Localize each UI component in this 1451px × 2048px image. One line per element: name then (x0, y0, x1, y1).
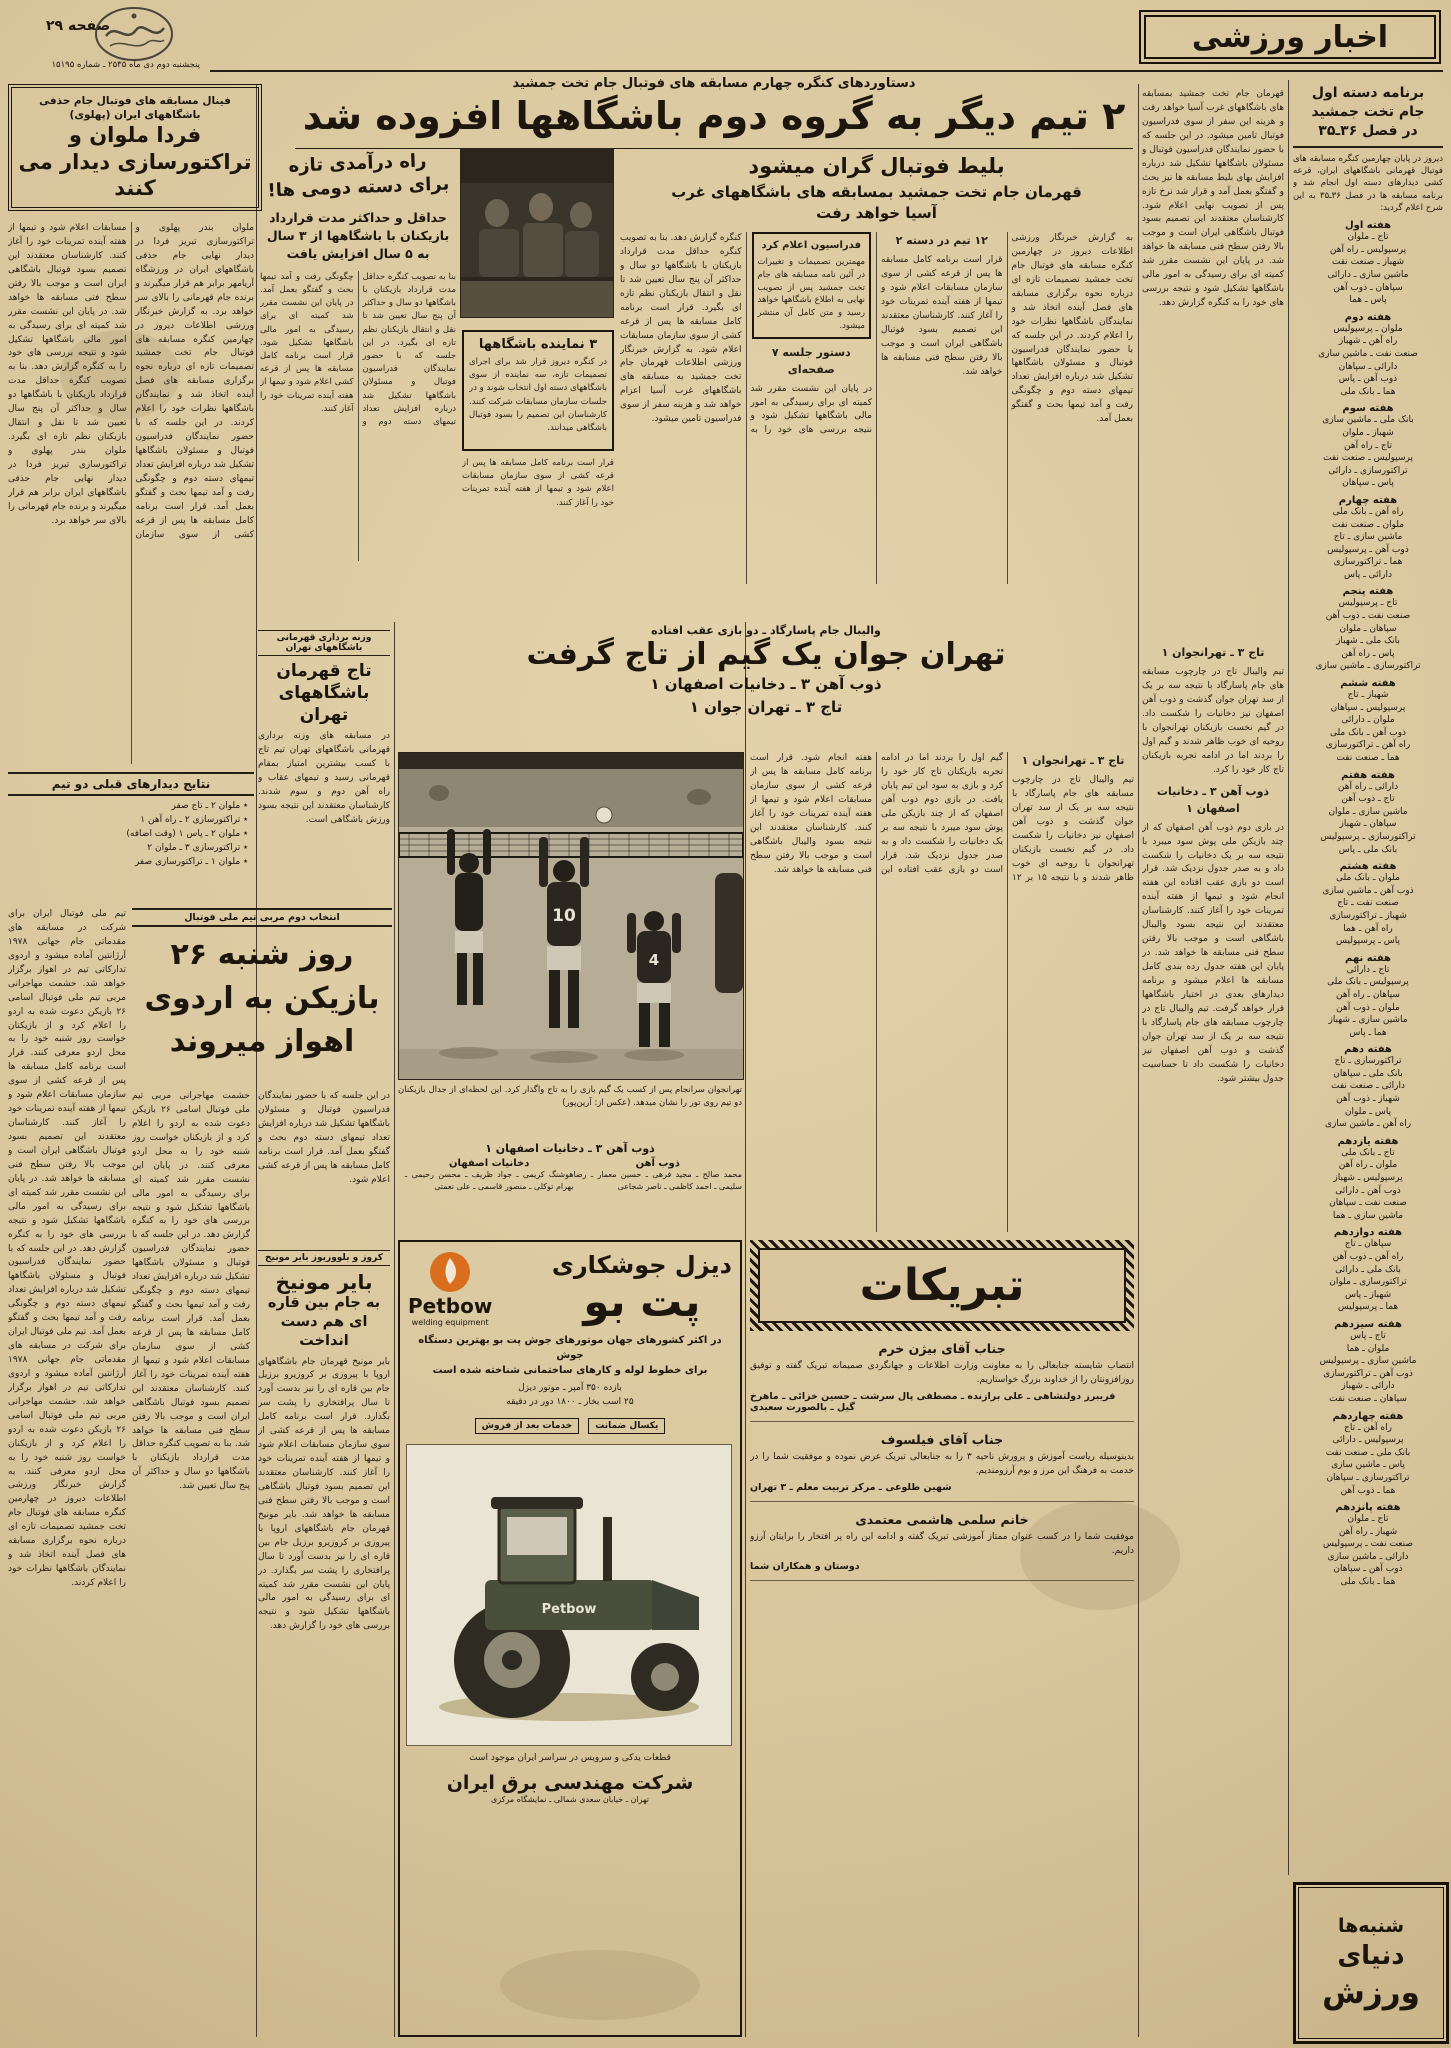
fixture-match: ملوان ـ ذوب آهن (1336, 1002, 1400, 1013)
fixture-week-label: هفته چهاردهم (1332, 1410, 1404, 1422)
fixture-match: صنعت نفت ـ سپاهان (1329, 1198, 1407, 1209)
saturdays-line: ورزش (1322, 1975, 1420, 2011)
fixture-match: ملوان ـ دارائی (1341, 715, 1395, 726)
fixture-match: تراکتورسازی ـ پرسپولیس (1320, 831, 1416, 842)
fixture-match: سپاهان ـ ملوان (1339, 623, 1397, 634)
ad-note: قطعات یدکی و سرویس در سراسر ایران موجود است (469, 1753, 671, 1763)
fixture-match: راه آهن ـ بانک ملی (1332, 506, 1404, 517)
volleyball-caption: تهرانجوان سرانجام پس از کسب یک گیم بازی را به تاج واگذار کرد. این لحظه‌ای از جدال بازیکنان دو تیم روی تور را نشان میدهد. (عکس از: آرین‌پور) (398, 1085, 742, 1108)
fixture-match: ماشین سازی ـ دارائی (1327, 270, 1409, 281)
section-title-box (1139, 10, 1441, 64)
fixture-week-label: هفته پنجم (1342, 586, 1394, 598)
champion-headline: قهرمان جام تخت جمشید بمسابقه های باشگاههای غرب آسیا خواهد رفت (671, 183, 1082, 222)
rosters (398, 1158, 742, 1193)
fixture-week-label: هفته یازدهم (1337, 1135, 1399, 1147)
fixture-match: راه آهن ـ هما (1343, 923, 1393, 934)
volleyball-header (398, 624, 1134, 718)
income-body: بنا به تصویب کنگره حداقل مدت قرارداد بازیکنان با باشگاهها دو سال و حداکثر آن پنج سال تعیین شد تا نقل و انتقال بازیکنان نظم تازه ای بگیرد. در این جلسه که با حضور نمایندگان فدراسیون فوتبال و مسئولان باشگاهها تشکیل شد درباره افزایش تعداد تیمهای دسته دوم و چگونگی رفت و آمد تیمها بحث و گفتگو بعمل آمد. در پایان این نشست مقرر شد کمیته ای برای رسیدگی به امور مالی باشگاهها تشکیل شود. قرار است برنامه کامل مسابقه ها پس از قرعه کشی اعلام شود و تیمها از هفته آینده تمرینات خود را آغاز کنند. (260, 271, 456, 427)
previous-results (8, 772, 254, 902)
fixture-match: بانک ملی ـ صنعت نفت (1325, 1447, 1411, 1458)
fixture-match: تاج ـ پاس (1350, 1330, 1386, 1341)
congress-paragraph: به گزارش خبرنگار ورزشی اطلاعات دیروز در چهارمین کنگره مسابقه های فوتبال جام تخت جمشید تصمیمات تازه ای درباره نحوه برگزاری مسابقه های فصل آینده اتخاذ شد و نمایندگان باشگاهها نظرات خود را اعلام کردند. در این جلسه که با حضور نمایندگان فدراسیون فوتبال و مسئولان باشگاهها تشکیل شد درباره افزایش تعداد تیمهای دسته دوم و چگونگی رفت و آمد تیمها بحث و گفتگو بعمل آمد. (1011, 233, 1133, 425)
fixture-week-label: هفته دوم (1344, 311, 1392, 323)
roster-names: محمد صالح ـ مجید فرهی ـ حسین معمار ـ رضا سلیمی ـ احمد کاظمی ـ ناصر شجاعی (573, 1170, 742, 1191)
fixture-match: پرسپولیس ـ صنعت نفت (1323, 453, 1413, 464)
ad-address: تهران ـ خیابان سعدی شمالی ـ نمایشگاه مرکزی (490, 1794, 650, 1804)
tebrikat-entry-name: جناب آقای بیژن خرم (878, 1341, 1006, 1356)
fixture-match: شهباز ـ راه آهن (1338, 1526, 1398, 1537)
photo-column-body: قرار است برنامه کامل مسابقه ها پس از قرعه کشی از سوی سازمان مسابقات اعلام شود و تیمها از هفته آینده تمرینات خود را آغاز کنند. (462, 458, 614, 508)
fixture-match: تراکتورسازی ـ ماشین سازی (1315, 661, 1421, 672)
fixture-match: ذوب آهن ـ دارائی (1335, 1185, 1401, 1196)
fixture-match: هما ـ صنعت نفت (1336, 753, 1400, 764)
roster (405, 1158, 574, 1193)
mid-column-body: در این جلسه که با حضور نمایندگان فدراسیون فوتبال و مسئولان باشگاهها تشکیل شد درباره افزایش تعداد تیمهای دسته دوم بحث و گفتگو بعمل آمد. قرار است برنامه کامل مسابقه ها پس از قرعه کشی اعلام شود. (258, 1091, 390, 1185)
fixture-match: پاس ـ ماشین سازی (1331, 1460, 1405, 1471)
fixture-match: هما ـ ذوب آهن (1340, 1485, 1396, 1496)
result-item: ٭ تراکتورسازی ۳ ـ ملوان ۲ (147, 842, 248, 853)
volleyball-subhead: تاج ۳ ـ تهرانجوان ۱ (1021, 754, 1125, 767)
fixture-match: ذوب آهن ـ ماشین سازی (1322, 885, 1414, 896)
fixture-week-label: هفته نهم (1345, 952, 1391, 964)
tebrikat-entry (750, 1512, 1134, 1582)
fixture-match: ذوب آهن ـ سپاهان (1333, 1564, 1403, 1575)
fixture-match: پرسپولیس ـ بانک ملی (1327, 977, 1409, 988)
rosters-title: ذوب آهن ۳ ـ دخانیات اصفهان ۱ (485, 1142, 655, 1155)
congress-subhead: ۱۲ تیم در دسته ۲ (895, 234, 988, 247)
volleyball-paragraph: تیم والیبال تاج در چارچوب مسابقه های جام پاسارگاد با نتیجه سه بر یک از سد تهران جوان گذشت و ذوب آهن اصفهان نیز دخانیات را شکست داد. در گیم نخست بازیکنان تهرانجوان با روحیه ای خوب ظاهر شدند و با نتیجه ۱۵ بر ۱۲ گیم اول را بردند اما در ادامه تجربه بازیکنان تاج کار خود را کرد و بازی به سود این تیم پایان یافت. (881, 753, 1134, 883)
tebrikat-entry-text: بدینوسیله ریاست آموزش و پرورش ناحیه ۳ را به جنابعالی تبریک عرض نموده و موفقیت شما را در خدمت به فرهنگ این مرز و بوم آرزومندیم. (750, 1451, 1134, 1477)
fixture-match: هما ـ بانک ملی (1340, 1577, 1396, 1588)
header-rule (210, 70, 1443, 72)
cup-final-headline: فردا ملوان و تراکتورسازی دیدار می کنند (18, 123, 252, 200)
fixture-match: بانک ملی ـ سپاهان (1333, 1068, 1403, 1079)
reps-box (462, 330, 614, 451)
result-item: ٭ ملوان ۲ ـ تاج صفر (171, 801, 248, 811)
camp-kicker: انتخاب دوم مربی تیم ملی فوتبال (132, 908, 392, 927)
petbow-ad (398, 1240, 742, 2037)
column-rule (1288, 80, 1289, 1875)
previous-results-list (8, 800, 254, 870)
bayern-headline-2: به جام بین قاره ای هم دست انداخت (267, 1295, 381, 1349)
fixture-match: ماشین سازی ـ پرسپولیس (1319, 1356, 1417, 1367)
fixture-match: هما ـ پاس (1349, 1027, 1387, 1038)
tebrikat-entry-name: خانم سلمی هاشمی معتمدی (855, 1511, 1029, 1527)
fixture-match: دارائی ـ شهباز (1341, 1381, 1395, 1392)
saturdays-line: شنبه‌ها (1337, 1915, 1405, 1937)
fixture-match: صنعت نفت ـ ذوب آهن (1325, 611, 1411, 622)
fixtures-title-line: جام تخت جمشید (1311, 103, 1425, 120)
ad-line-1: در اکثر کشورهای جهان موتورهای جوش پت بو بهترین دستگاه جوش (418, 1335, 722, 1361)
tractor-photo (406, 1444, 732, 1746)
fixture-match: سپاهان ـ راه آهن (1336, 989, 1400, 1000)
fixture-match: ذوب آهن ـ بانک ملی (1329, 727, 1407, 738)
fixture-match: ملوان ـ بانک ملی (1336, 873, 1400, 884)
weightlifting-kicker: وزنه برداری قهرمانی باشگاههای تهران (258, 630, 390, 656)
fixture-match: صنعت نفت ـ ماشین سازی (1318, 348, 1418, 359)
fixture-match: پاس ـ هما (1349, 295, 1387, 306)
federation-box-lead: فدراسیون اعلام کرد (761, 240, 862, 251)
fixture-match: دارائی ـ سپاهان (1338, 361, 1398, 372)
reps-box-body: در کنگره دیروز قرار شد برای اجرای تصمیمات تازه، سه نماینده از سوی باشگاههای دسته اول انتخاب شوند و در جلسات سازمان مسابقات شرکت کنند. کارشناسان این تصمیم را بسود فوتبال باشگاهی میدانند. (469, 357, 607, 433)
volleyball-kicker: والیبال جام پاسارگاد ـ دو بازی عقب افتاده (651, 624, 881, 637)
fixture-match: سپاهان ـ شهباز (1339, 819, 1397, 830)
fixture-match: دارائی ـ پاس (1344, 569, 1392, 580)
tebrikat-entry-signature: فریبرز دولتشاهی ـ علی برازنده ـ مصطفی پال سرشت ـ حسین خزائی ـ ماهرخ گیل ـ بالصورت سعیدی (750, 1390, 1116, 1413)
fixture-match: ملوان ـ صنعت نفت (1331, 519, 1405, 530)
income-headline (259, 148, 457, 204)
tebrikat-entries (750, 1341, 1134, 1581)
ad-spec-2: ۲۵ اسب بخار ـ ۱۸۰۰ دور در دقیقه (506, 1396, 634, 1407)
congress-paragraph: قرار است برنامه کامل مسابقه ها پس از قرعه کشی از سوی سازمان مسابقات اعلام شود و تیمها از هفته آینده تمرینات خود را آغاز کنند. کارشناسان معتقدند این تصمیم بسود فوتبال باشگاهی ایران است و موجب بالا رفتن سطح فنی مسابقه ها خواهد شد. (881, 255, 1003, 377)
fixture-match: پاس ـ پرسپولیس (1336, 936, 1400, 947)
congress-article (620, 154, 1133, 636)
fixture-match: شهباز ـ تراکتورسازی (1329, 910, 1407, 921)
date-line: پنجشنبه دوم دی ماه ۲۵۳۵ ـ شماره ۱۵۱۹۵ (51, 60, 200, 70)
income-headline-line: راه درآمدی تازه (288, 150, 427, 177)
volleyball-paragraph: قرار است برنامه کامل مسابقه ها پس از قرعه کشی از سوی سازمان مسابقات اعلام شود و تیمها از هفته آینده تمرینات خود را آغاز کنند. کارشناسان معتقدند این نتیجه بسود والیبال باشگاهی است و موجب بالا رفتن سطح فنی مسابقه ها خواهد شد. (750, 753, 872, 875)
volleyball-headline: تهران جوان یک گیم از تاج گرفت (526, 637, 1006, 672)
fixture-match: پرسپولیس ـ شهباز (1333, 1173, 1403, 1184)
fixture-match: شهباز ـ صنعت نفت (1331, 257, 1405, 268)
ad-title-2: پت بو (583, 1277, 701, 1327)
rosters-block (398, 1142, 742, 1234)
cup-final-kicker: فینال مسابقه های فوتبال جام حذفی باشگاههای ایران (پهلوی) (39, 95, 231, 122)
volleyball-body (750, 752, 1134, 1232)
fixture-match: راه آهن ـ شهباز (1338, 336, 1398, 347)
fixture-match: تراکتورسازی ـ دارائی (1328, 465, 1408, 476)
camp-headline-line: بازیکن به اردوی (144, 980, 380, 1016)
fixture-match: بانک ملی ـ دارائی (1335, 1264, 1401, 1275)
fixture-match: ماشین سازی ـ تاج (1333, 532, 1403, 543)
brand-subtitle: welding equipment (411, 1318, 489, 1327)
fixture-match: ذوب آهن ـ تراکتورسازی (1323, 1368, 1413, 1379)
reps-box-title: ۳ نماینده باشگاهها (478, 337, 598, 352)
tebrikat-entry (750, 1432, 1134, 1502)
fixture-match: شهباز ـ تاج (1347, 690, 1389, 701)
lead-headline: ۲ تیم دیگر به گروه دوم باشگاهها افزوده شد (302, 94, 1126, 138)
r2-paragraph: تیم والیبال تاج در چارچوب مسابقه های جام پاسارگاد با نتیجه سه بر یک از سد تهران جوان گذشت و ذوب آهن اصفهان نیز دخانیات را شکست داد. در گیم نخست بازیکنان تهرانجوان با روحیه ای خوب ظاهر شدند و گیم اول را بردند اما در ادامه تجربه بازیکنان تاج کار خود را کرد. (1142, 667, 1284, 775)
fixture-match: بانک ملی ـ ماشین سازی (1322, 415, 1414, 426)
fixture-match: راه آهن ـ ذوب آهن (1332, 1252, 1404, 1263)
cup-final-body: ملوان بندر پهلوی و تراکتورسازی تبریز فردا در دیدار نهایی جام حذفی باشگاههای ایران در ورزشگاه آریامهر برابر هم قرار میگیرند و برنده جام قهرمانی را بالای سر خواهد برد. به گزارش خبرنگار ورزشی اطلاعات دیروز در چهارمین کنگره مسابقه های فوتبال جام تخت جمشید تصمیمات تازه ای درباره نحوه برگزاری مسابقه های فصل آینده اتخاذ شد و نمایندگان باشگاهها نظرات خود را اعلام کردند. در این جلسه که با حضور نمایندگان فدراسیون فوتبال و مسئولان باشگاهها تشکیل شد درباره افزایش تعداد تیمهای دسته دوم و چگونگی رفت و آمد تیمها بحث و گفتگو بعمل آمد. قرار است برنامه کامل مسابقه ها پس از قرعه کشی از سوی سازمان مسابقات اعلام شود و تیمها از هفته آینده تمرینات خود را آغاز کنند. کارشناسان معتقدند این تصمیم بسود فوتبال باشگاهی ایران است و موجب بالا رفتن سطح فنی مسابقه ها خواهد شد. در پایان این نشست مقرر شد کمیته ای برای رسیدگی به امور مالی باشگاهها تشکیل شود و نتیجه بررسی های خود را به کنگره گزارش دهد. بنا به تصویب کنگره حداقل مدت قرارداد بازیکنان با باشگاهها دو سال و حداکثر آن پنج سال تعیین شد تا نقل و انتقال بازیکنان نظم تازه ای بگیرد. ملوان بندر پهلوی و تراکتورسازی تبریز فردا در دیدار نهایی جام حذفی باشگاههای ایران برابر هم قرار میگیرند و برنده جام قهرمانی را بالای سر خواهد برد. (8, 223, 254, 540)
fixture-match: ماشین سازی ـ هما (1332, 1210, 1404, 1221)
fixture-match: هما ـ بانک ملی (1340, 386, 1396, 397)
left-column-body: تیم ملی فوتبال ایران برای شرکت در مسابقه های مقدماتی جام جهانی ۱۹۷۸ آرژانتین آماده میشود و اردوی تدارکاتی تیم در اهواز برگزار خواهد شد. حشمت مهاجرانی مربی تیم ملی فوتبال اسامی ۲۶ بازیکن دعوت شده به اردو را اعلام کرد و از بازیکنان خواست روز شنبه خود را به محل اردو معرفی کنند. قرار است برنامه کامل مسابقه ها پس از قرعه کشی از سوی سازمان مسابقات اعلام شود و تیمها از هفته آینده تمرینات خود را آغاز کنند. کارشناسان معتقدند این تصمیم بسود فوتبال باشگاهی ایران است و موجب بالا رفتن سطح فنی مسابقه ها خواهد شد. در پایان این نشست مقرر شد کمیته ای برای رسیدگی به امور مالی باشگاهها تشکیل شود و نتیجه بررسی های خود را به کنگره گزارش دهد. در این جلسه که با حضور نمایندگان فدراسیون فوتبال و مسئولان باشگاهها تشکیل شد درباره افزایش تعداد تیمهای دسته دوم و چگونگی رفت و آمد تیمها بحث و گفتگو بعمل آمد. تیم ملی فوتبال ایران برای شرکت در مسابقه های مقدماتی جام جهانی ۱۹۷۸ آرژانتین آماده میشود و اردوی تدارکاتی تیم در اهواز برگزار خواهد شد. حشمت مهاجرانی مربی تیم ملی فوتبال اسامی ۲۶ بازیکن دعوت شده به اردو را اعلام کرد و از بازیکنان خواست روز شنبه خود را به محل اردو معرفی کنند. به گزارش خبرنگار ورزشی اطلاعات دیروز در چهارمین کنگره مسابقه های فوتبال جام تخت جمشید تصمیمات تازه ای درباره نحوه برگزاری مسابقه های فصل آینده اتخاذ شد و نمایندگان باشگاهها نظرات خود را اعلام کردند. (8, 909, 126, 1588)
camp-headline-box (132, 908, 392, 1080)
fixture-week-label: هفته سوم (1342, 403, 1394, 415)
r2-subhead: تاج ۳ ـ تهرانجوان ۱ (1161, 646, 1265, 659)
fixture-match: راه آهن ـ تراکتورسازی (1325, 740, 1411, 751)
federation-box-body: مهمترین تصمیمات و تغییرات در آئین نامه مسابقه های جام تخت جمشید پس از تصویب نهایی به اطلاع باشگاهها خواهد رسید و متن کامل آن منتشر میشود. (757, 257, 865, 331)
fixtures-title-line: برنامه دسته اول (1311, 85, 1425, 101)
fixture-week-label: هفته پانزدهم (1335, 1502, 1401, 1514)
tickets-headline: بلیط فوتبال گران میشود (748, 154, 1005, 178)
tebrikat-entry-signature: شهین طلوعی ـ مرکز تربیت معلم ـ ۳ تهران (750, 1481, 952, 1493)
lead-kicker: دستاوردهای کنگره چهارم مسابقه های فوتبال جام تخت جمشید (512, 76, 916, 91)
result-item: ٭ ملوان ۱ ـ تراکتورسازی صفر (134, 856, 248, 867)
fixture-week-label: هفته هشتم (1339, 861, 1397, 873)
fixture-match: سپاهان ـ صنعت نفت (1329, 1393, 1407, 1404)
weightlifting-headline: تاج قهرمان باشگاههای تهران (276, 661, 372, 726)
ad-header (408, 1250, 732, 1327)
fixture-match: راه آهن ـ تاج (1344, 1422, 1392, 1433)
result-item: ٭ تراکتورسازی ۲ ـ راه آهن ۱ (140, 814, 248, 825)
ad-badge-warranty: یکسال ضمانت (588, 1418, 665, 1434)
camp-headline-line: روز شنبه ۲۶ (170, 937, 354, 972)
r2-paragraph: در بازی دوم ذوب آهن اصفهان که از چند بازیکن ملی پوش سود میبرد با نتیجه سه بر یک دخانیات را شکست داد و به صدر جدول نزدیک شد. قرار است دو بازی عقب افتاده این هفته انجام شود و تیمها از هفته آینده تمرینات خود را آغاز کنند. کارشناسان معتقدند این نتیجه بسود والیبال باشگاهی است و موجب بالا رفتن سطح فنی مسابقه ها خواهد شد. در پایان این هفته جدول رده بندی کامل مسابقه ها اعلام میشود و برنامه دیدارهای بعدی در اختیار باشگاهها قرار خواهد گرفت. تیم والیبال تاج در چارچوب مسابقه های جام پاسارگاد با نتیجه سه بر یک از سد تهران جوان گذشت و ذوب آهن اصفهان نیز دخانیات را شکست داد تا حساسیت جدول بیشتر شود. (1142, 822, 1284, 1084)
congress-paragraph: در پایان این نشست مقرر شد کمیته ای برای رسیدگی به امور مالی باشگاهها تشکیل شود و نتیجه بررسی های خود را به کنگره گزارش دهد. بنا به تصویب کنگره حداقل مدت قرارداد بازیکنان با باشگاهها دو سال و حداکثر آن پنج سال تعیین شد تا نقل و انتقال بازیکنان نظم تازه ای بگیرد. (620, 233, 872, 436)
fixture-match: صنعت نفت ـ پرسپولیس (1323, 1539, 1413, 1550)
fixture-week-label: هفته ششم (1340, 678, 1396, 690)
volleyball-result: تاج ۳ ـ تهران جوان ۱ (689, 697, 843, 716)
fixture-match: صنعت نفت ـ تاج (1337, 898, 1399, 909)
volleyball-photo (398, 752, 744, 1080)
fixture-match: پاس ـ راه آهن (1341, 648, 1395, 659)
tebrikat-entry-name: جناب آقای فیلسوف (880, 1431, 1004, 1447)
bayern-headline-1: بایر مونیخ (275, 1270, 373, 1294)
congress-paragraph: قرار است برنامه کامل مسابقه ها پس از قرعه کشی از سوی سازمان مسابقات اعلام شود. به گزارش خبرنگار ورزشی اطلاعات قهرمان جام تخت جمشید به مسابقه های باشگاههای غرب آسیا اعزام خواهد شد و هزینه سفر از سوی فدراسیون تامین میشود. (620, 302, 742, 425)
right-narrow-column-bottom (1142, 644, 1284, 2037)
bayern-kicker: کروز و بلووریوز بایر مونیخ (258, 1250, 390, 1266)
bayern-body: بایر مونیخ قهرمان جام باشگاههای اروپا با پیروزی بر کروزیرو برزیل جام بین قاره ای را نیز بدست آورد تا سال پرافتخاری را پشت سر بگذارد. قرار است برنامه کامل مسابقه ها پس از قرعه کشی از سوی سازمان مسابقات اعلام شود و تیمها از هفته آینده تمرینات خود را آغاز کنند. کارشناسان معتقدند این تصمیم بسود فوتبال باشگاهی است و موجب بالا رفتن سطح فنی مسابقه ها خواهد شد. بایر مونیخ قهرمان جام باشگاههای اروپا با پیروزی بر کروزیرو برزیل جام بین قاره ای را نیز بدست آورد تا سال پرافتخاری را پشت سر بگذارد. در پایان این نشست مقرر شد کمیته ای برای رسیدگی به امور مالی باشگاهها تشکیل شود و نتیجه بررسی های خود را گزارش دهد. (258, 1356, 390, 1632)
fixture-match: ماشین سازی ـ شهباز (1328, 1015, 1408, 1026)
column-rule (394, 622, 395, 2037)
fixture-match: تراکتورسازی ـ تاج (1334, 1056, 1402, 1067)
tebrikat-entry (750, 1341, 1134, 1422)
ad-badges (408, 1413, 732, 1436)
column-rule (1138, 84, 1139, 2037)
page-number-label: صفحه ۲۹ (46, 18, 111, 34)
fixture-match: تاج ـ راه آهن (1344, 440, 1392, 451)
roster (573, 1158, 742, 1193)
roster-names: هوشنگ کریمی ـ جواد ظریف ـ محسن رحیمی ـ بهرام توکلی ـ منصور قاسمی ـ علی نعمتی (404, 1170, 574, 1191)
left-column-body: حشمت مهاجرانی مربی تیم ملی فوتبال اسامی ۲۶ بازیکن دعوت شده به اردو را اعلام کرد و از بازیکنان خواست روز شنبه خود را به محل اردو معرفی کنند. در پایان این نشست مقرر شد کمیته ای برای رسیدگی به امور مالی باشگاهها تشکیل شود و نتیجه بررسی های خود را به کنگره گزارش دهد. در این جلسه که با حضور نمایندگان فدراسیون فوتبال و مسئولان باشگاهها تشکیل شد درباره افزایش تعداد تیمهای دسته دوم و چگونگی رفت و آمد تیمها بحث و گفتگو بعمل آمد. قرار است برنامه کامل مسابقه ها پس از قرعه کشی از سوی سازمان مسابقات اعلام شود و تیمها از هفته آینده تمرینات خود را آغاز کنند. کارشناسان معتقدند این تصمیم بسود فوتبال باشگاهی ایران است و موجب بالا رفتن سطح فنی مسابقه ها خواهد شد. بنا به تصویب کنگره حداقل مدت قرارداد بازیکنان با باشگاهها دو سال و حداکثر آن پنج سال تعیین شد. (132, 1091, 250, 1492)
saturdays-line: دنیای (1337, 1941, 1405, 1971)
fixtures-title-line: در فصل ۳۶ـ۳۵ (1318, 122, 1418, 139)
fixture-match: شهباز ـ ذوب آهن (1336, 1094, 1400, 1105)
section-title: اخبار ورزشی (1191, 19, 1389, 55)
fixture-match: پاس ـ ملوان (1344, 1106, 1392, 1117)
fixture-match: تاج ـ بانک ملی (1341, 1147, 1395, 1158)
tebrikat-title: تبریکات (859, 1260, 1025, 1311)
fixture-match: دارائی ـ راه آهن (1337, 781, 1399, 792)
congress-subhead: دستور جلسه ۷ صفحه‌ای (771, 345, 851, 376)
fixture-week-label: هفته سیزدهم (1334, 1318, 1402, 1330)
fixtures-title (1293, 84, 1443, 148)
fixture-match: ذوب آهن ـ پاس (1338, 374, 1398, 385)
camp-headline-line: اهواز میروند (169, 1024, 355, 1059)
brand-name: Petbow (408, 1294, 493, 1318)
tebrikat-entry-signature: دوستان و همکاران شما (750, 1561, 860, 1573)
roster-title: دخانیات اصفهان (448, 1158, 530, 1169)
tebrikat-entry-text: موفقیت شما را در کسب عنوان ممتاز آموزشی تبریک گفته و ادامه این راه پر افتخار را برایتان آرزو داریم. (750, 1531, 1134, 1556)
right-narrow-column-top: قهرمان جام تخت جمشید بمسابقه های باشگاههای غرب آسیا خواهد رفت و هزینه این سفر از سوی فدراسیون فوتبال تامین میشود. در این جلسه که با حضور نمایندگان فدراسیون فوتبال و مسئولان باشگاهها تشکیل شد درباره افزایش بهای بلیط مسابقه ها نیز بحث و گفتگو بعمل آمد و قرار شد نرخ تازه پس از تصویب نهایی اعلام شود. کارشناسان معتقدند این تصمیم بسود فوتبال باشگاهی ایران است و موجب بالا رفتن سطح فنی مسابقه ها خواهد شد. در پایان این نشست مقرر شد کمیته ای برای رسیدگی به امور مالی باشگاهها تشکیل شود و نتیجه بررسی های خود را به کنگره گزارش دهد. (1142, 89, 1284, 309)
fixture-week-label: هفته هفتم (1341, 769, 1395, 781)
fixture-match: راه آهن ـ ماشین سازی (1324, 1119, 1412, 1130)
tebrikat-section (750, 1240, 1134, 2037)
fixture-match: شهباز ـ ملوان (1342, 427, 1394, 438)
ad-line-2: برای خطوط لوله و کارهای ساختمانی شناخته شده است (432, 1365, 708, 1376)
ad-badge-service: خدمات بعد از فروش (475, 1418, 580, 1434)
contract-subhead: حداقل و حداکثر مدت قرارداد بازیکنان با باشگاهها از ۳ سال به ۵ سال افزایش یافت (266, 209, 450, 261)
fixture-match: تراکتورسازی ـ سپاهان (1326, 1472, 1410, 1483)
income-headline-line: برای دسته دومی ها! (267, 173, 450, 202)
volleyball-result: ذوب آهن ۳ ـ دخانیات اصفهان ۱ (650, 675, 882, 693)
fixture-week-label: هفته دهم (1344, 1044, 1392, 1056)
fixture-match: تاج ـ ملوان (1347, 1514, 1389, 1525)
svg-text:4: 4 (648, 951, 660, 969)
cup-final-headline-box (8, 84, 262, 211)
congress-photo-column (462, 148, 614, 620)
fixture-match: تاج ـ ذوب آهن (1341, 794, 1395, 805)
svg-text:Petbow: Petbow (541, 1602, 597, 1617)
fixture-match: دارائی ـ ماشین سازی (1327, 1551, 1409, 1562)
fixture-match: تاج ـ دارائی (1346, 964, 1390, 975)
federation-box (752, 232, 872, 339)
tebrikat-ornate-frame (750, 1240, 1134, 1331)
fixtures-weeks (1293, 220, 1443, 1588)
volleyball-paragraph: در بازی دوم ذوب آهن اصفهان که از چند بازیکن ملی پوش سود میبرد با نتیجه سه بر یک دخانیات را شکست داد و به صدر جدول نزدیک شد. قرار است دو بازی عقب افتاده این هفته انجام شود. (800, 753, 1003, 875)
fixture-match: سپاهان ـ ذوب آهن (1333, 282, 1403, 293)
fixtures-rail (1293, 84, 1443, 1875)
fixture-match: بانک ملی ـ پاس (1338, 844, 1398, 855)
fixture-week-label: هفته اول (1344, 220, 1392, 232)
newspaper-emblem-icon (92, 4, 176, 66)
fixture-match: بانک ملی ـ شهباز (1336, 636, 1400, 647)
saturdays-box (1293, 1882, 1449, 2044)
fixture-week-label: هفته چهارم (1338, 494, 1398, 506)
tebrikat-title-box (758, 1248, 1126, 1323)
income-article (260, 152, 456, 620)
fixture-match: هما ـ پرسپولیس (1337, 1302, 1399, 1313)
bayern-article (258, 1250, 390, 2037)
fixture-match: ملوان ـ پرسپولیس (1333, 323, 1403, 334)
roster-title: ذوب آهن (635, 1158, 680, 1169)
ad-spec-1: بازده ۳۵۰ آمپر ـ موتور دیزل (518, 1383, 622, 1393)
fixture-week-label: هفته دوازدهم (1333, 1227, 1403, 1239)
fixture-match: پاس ـ سپاهان (1342, 478, 1394, 489)
weightlifting-body: در مسابقه های وزنه برداری قهرمانی باشگاههای تهران تیم تاج با کسب بیشترین امتیاز بمقام قهرمانی رسید و تیمهای عقاب و راه آهن دوم و سوم شدند. کارشناسان معتقدند این نتیجه بسود ورزش باشگاهی است. (258, 731, 390, 825)
fixture-match: تاج ـ ملوان (1347, 232, 1389, 243)
fixture-match: ملوان ـ راه آهن (1338, 1160, 1398, 1171)
fixture-match: سپاهان ـ تاج (1344, 1239, 1392, 1250)
fixture-match: پرسپولیس ـ دارائی (1332, 1435, 1404, 1446)
column-rule (745, 622, 746, 2037)
ad-title-1: دیزل جوشکاری (551, 1251, 732, 1280)
fixtures-intro: دیروز در پایان چهارمین کنگره مسابقه های فوتبال قهرمانی باشگاههای ایران، قرعه کشی دیدارهای دسته اول انجام شد و برنامه مسابقه ها در فصل ۳۶ـ۳۵ به این شرح اعلام گردید: (1293, 153, 1443, 213)
fixture-match: پرسپولیس ـ سپاهان (1330, 702, 1406, 713)
congress-photo (460, 148, 614, 318)
fixture-match: ذوب آهن ـ پرسپولیس (1327, 544, 1409, 555)
previous-results-title: نتایج دیدارهای قبلی دو تیم (8, 772, 254, 796)
ad-titles (552, 1251, 732, 1325)
fixture-match: پرسپولیس ـ راه آهن (1329, 244, 1407, 255)
fixture-match: هما ـ تراکتورسازی (1333, 557, 1403, 568)
fixture-match: دارائی ـ صنعت نفت (1330, 1081, 1405, 1092)
svg-text:10: 10 (552, 906, 576, 926)
result-item: ٭ ملوان ۲ ـ پاس ۱ (وقت اضافه) (126, 828, 248, 839)
fixture-match: ملوان ـ هما (1346, 1343, 1390, 1354)
fixture-match: تاج ـ پرسپولیس (1338, 598, 1398, 609)
fixture-match: تراکتورسازی ـ ملوان (1329, 1277, 1407, 1288)
fixture-match: ماشین سازی ـ ملوان (1328, 806, 1408, 817)
petbow-logo-icon (428, 1250, 472, 1294)
fixture-match: شهباز ـ پاس (1344, 1289, 1392, 1300)
tebrikat-entry-text: انتصاب شایسته جنابعالی را به معاونت وزارت اطلاعات و جهانگردی صمیمانه تبریک گفته و توفیق روزافزونتان را از خداوند بزرگ خواستاریم. (750, 1361, 1134, 1386)
weightlifting-article (258, 630, 390, 902)
congress-body (620, 232, 1133, 584)
ad-company: شرکت مهندسی برق ایران (446, 1771, 694, 1794)
petbow-brand (408, 1250, 492, 1327)
r2-subhead: ذوب آهن ۳ ـ دخانیات اصفهان ۱ (1156, 784, 1270, 815)
